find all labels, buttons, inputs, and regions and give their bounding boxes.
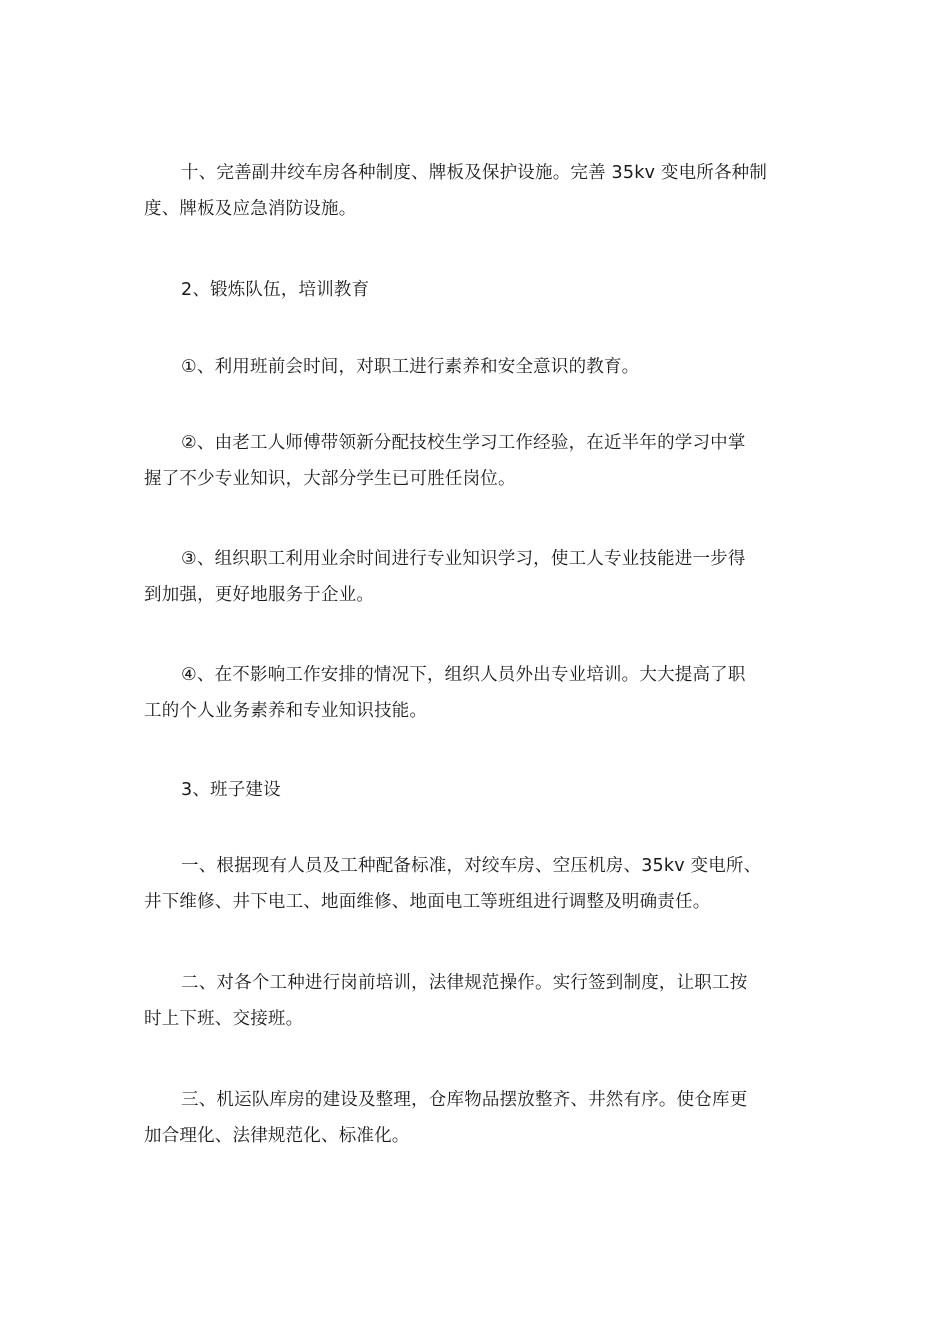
paragraph-item-2 bbox=[144, 425, 804, 497]
paragraph-team-2 bbox=[144, 965, 804, 1037]
paragraph-item-1 bbox=[144, 349, 804, 385]
paragraph-item-3 bbox=[144, 541, 804, 613]
paragraph-line: 握了不少专业知识，大部分学生已可胜任岗位。 bbox=[144, 469, 516, 489]
paragraph-line: 井下维修、井下电工、地面维修、地面电工等班组进行调整及明确责任。 bbox=[144, 892, 711, 912]
paragraph-line: 时上下班、交接班。 bbox=[144, 1009, 304, 1029]
paragraph-line: 2、锻炼队伍，培训教育 bbox=[181, 280, 370, 300]
paragraph-line: 三、机运队库房的建设及整理，仓库物品摆放整齐、井然有序。使仓库更 bbox=[181, 1090, 748, 1110]
paragraph-line: 加合理化、法律规范化、标准化。 bbox=[144, 1126, 410, 1146]
paragraph-line: ④、在不影响工作安排的情况下，组织人员外出专业培训。大大提高了职 bbox=[181, 665, 746, 685]
paragraph-line: 到加强，更好地服务于企业。 bbox=[144, 585, 375, 605]
paragraph-line: ②、由老工人师傅带领新分配技校生学习工作经验，在近半年的学习中掌 bbox=[181, 433, 746, 453]
section-heading-3 bbox=[144, 772, 804, 808]
section-heading-2 bbox=[144, 272, 804, 308]
paragraph-line: 二、对各个工种进行岗前培训，法律规范操作。实行签到制度，让职工按 bbox=[181, 973, 748, 993]
paragraph-line: ①、利用班前会时间，对职工进行素养和安全意识的教育。 bbox=[181, 357, 640, 377]
paragraph-item-4 bbox=[144, 657, 804, 729]
paragraph-line: 3、班子建设 bbox=[181, 780, 281, 800]
paragraph-line: ③、组织职工利用业余时间进行专业知识学习，使工人专业技能进一步得 bbox=[181, 549, 746, 569]
paragraph-team-3 bbox=[144, 1082, 804, 1154]
paragraph-team-1 bbox=[144, 848, 804, 920]
paragraph-line: 一、根据现有人员及工种配备标准，对绞车房、空压机房、35kv 变电所、 bbox=[181, 856, 762, 876]
paragraph-line: 十、完善副井绞车房各种制度、牌板及保护设施。完善 35kv 变电所各种制 bbox=[181, 163, 768, 183]
paragraph-1 bbox=[144, 155, 804, 227]
paragraph-line: 度、牌板及应急消防设施。 bbox=[144, 199, 357, 219]
paragraph-line: 工的个人业务素养和专业知识技能。 bbox=[144, 701, 428, 721]
